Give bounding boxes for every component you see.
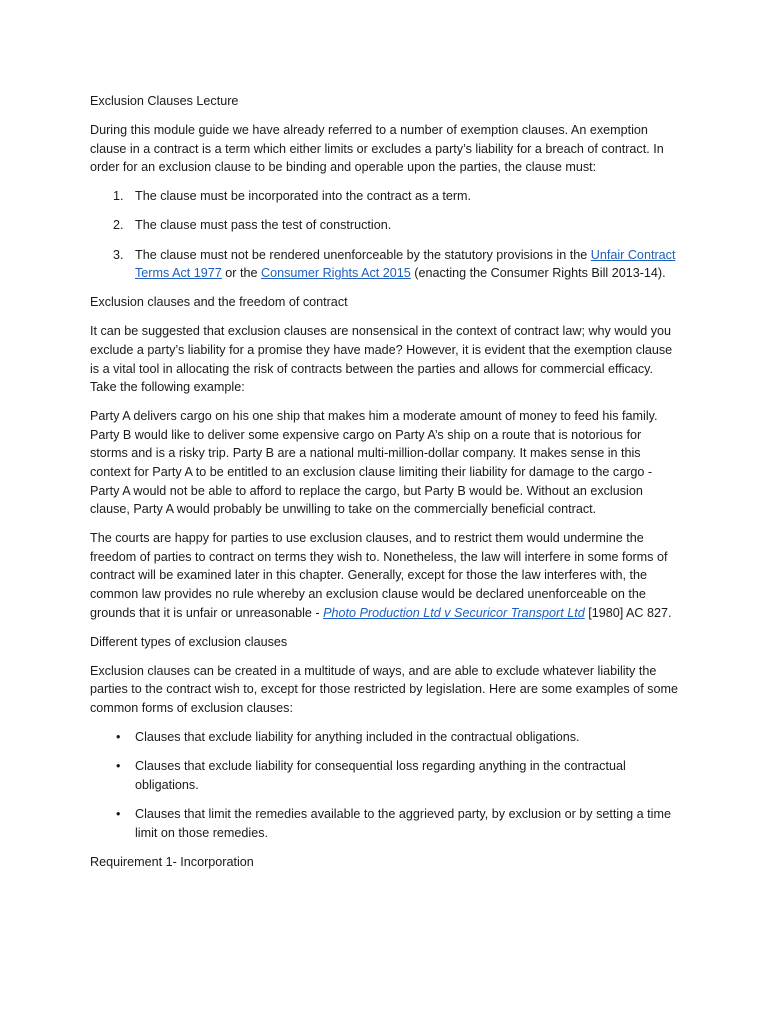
exclusion-types-list — [90, 728, 680, 842]
list-number: 1. — [113, 189, 124, 204]
list-item-text: The clause must be incorporated into the contract as a term. — [135, 189, 472, 204]
section-heading: Different types of exclusion clauses — [90, 634, 288, 649]
requirements-list — [90, 187, 680, 282]
list-item-text: Clauses that limit the remedies available to the aggrieved party, by exclusion or by setting a time limit on those remedies. — [135, 806, 671, 840]
photo-production-case-link[interactable]: Photo Production Ltd v Securicor Transport Ltd — [323, 605, 585, 620]
document-title: Exclusion Clauses Lecture — [90, 94, 239, 108]
list-item — [90, 216, 680, 235]
list-item-text: or the — [221, 266, 261, 281]
list-item — [90, 757, 680, 794]
consumer-rights-act-link[interactable]: Consumer Rights Act 2015 — [261, 266, 411, 281]
list-item — [90, 246, 680, 283]
paragraph-text: The courts are happy for parties to use exclusion clauses, and to restrict them would undermine the freedom of parties to contract on terms they wish to. Nonetheless, the law will interfere in some forms of contract will be examined later in this chapter. Generally, except for those the law interferes with, the common law provides no rule whereby an exclusion clause would be declared unenforceable on the grounds that it is unfair or unreasonable - — [90, 531, 668, 620]
list-item — [90, 805, 680, 842]
paragraph: It can be suggested that exclusion clauses are nonsensical in the context of contract law; why would you exclude a party’s liability for a promise they have made? However, it is evident that the exemption clause is a vital tool in allocating the risk of contracts between the parties and allows for commercial efficacy. Take the following example: — [90, 324, 673, 395]
intro-paragraph: During this module guide we have already referred to a number of exemption clauses. An exemption clause in a contract is a term which either limits or excludes a party’s liability for a breach of contract. In order for an exclusion clause to be binding and operable upon the parties, the clause must: — [90, 123, 664, 175]
bullet-icon: • — [116, 806, 121, 821]
paragraph: Party A delivers cargo on his one ship that makes him a moderate amount of money to feed his family. Party B would like to deliver some expensive cargo on Party A’s ship on a route that is notorious for storms and is a risky trip. Party B are a national multi-million-dollar company. It makes sense in this context for Party A to be entitled to an exclusion clause limiting their liability for damage to the cargo - Party A would not be able to afford to replace the cargo, but Party B would be. Without an exclusion clause, Party A would probably be unwilling to take on the commercially beneficial contract. — [90, 409, 658, 517]
list-item-text: Clauses that exclude liability for consequential loss regarding anything in the contractual obligations. — [135, 759, 626, 792]
list-item — [90, 728, 680, 747]
paragraph: Exclusion clauses can be created in a multitude of ways, and are able to exclude whatever liability the parties to the contract wish to, except for those restricted by legislation. Here are some examples of some common forms of exclusion clauses: — [90, 663, 678, 716]
list-item-text: Clauses that exclude liability for anything included in the contractual obligations. — [135, 730, 580, 745]
list-item-text: The clause must not be rendered unenforceable by the statutory provisions in the — [135, 247, 591, 262]
list-number: 3. — [113, 247, 124, 262]
unfair-contract-terms-act-link[interactable]: Unfair Contract Terms Act 1977 — [135, 247, 676, 281]
paragraph-text: [1980] AC 827. — [584, 605, 672, 620]
list-number: 2. — [113, 218, 124, 233]
list-item-text: The clause must pass the test of construction. — [135, 218, 392, 233]
paragraph — [90, 529, 680, 622]
list-item — [90, 187, 680, 206]
bullet-icon: • — [116, 759, 121, 774]
bullet-icon: • — [116, 730, 121, 745]
list-item-text: (enacting the Consumer Rights Bill 2013-14). — [410, 266, 666, 281]
section-heading: Exclusion clauses and the freedom of contract — [90, 295, 348, 310]
section-heading: Requirement 1- Incorporation — [90, 854, 254, 869]
